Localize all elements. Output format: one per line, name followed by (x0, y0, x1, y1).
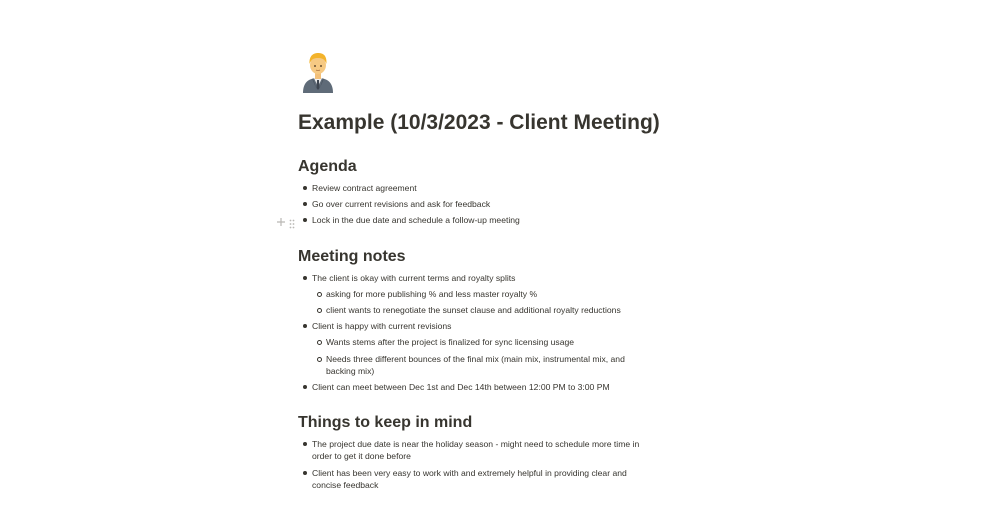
meeting-notes-heading[interactable]: Meeting notes (298, 248, 406, 265)
list-item[interactable]: Client is happy with current revisions (312, 320, 657, 332)
person-in-suit-icon[interactable] (298, 50, 338, 94)
list-item[interactable]: Client can meet between Dec 1st and Dec 14th between 12:00 PM to 3:00 PM (312, 381, 657, 393)
list-item[interactable]: The client is okay with current terms and royalty splits (312, 272, 657, 284)
list-item[interactable]: Go over current revisions and ask for feedback (312, 198, 657, 210)
page-title[interactable]: Example (10/3/2023 - Client Meeting) (298, 111, 660, 134)
sub-list-item[interactable]: client wants to renegotiate the sunset clause and additional royalty reductions (326, 304, 656, 316)
things-to-keep-in-mind-heading[interactable]: Things to keep in mind (298, 414, 473, 431)
drag-handle-icon[interactable] (289, 216, 295, 226)
list-item[interactable]: Review contract agreement (312, 182, 657, 194)
agenda-heading[interactable]: Agenda (298, 158, 357, 175)
sub-list-item[interactable]: asking for more publishing % and less master royalty % (326, 288, 656, 300)
list-item[interactable]: Client has been very easy to work with and extremely helpful in providing clear and concise feedback (312, 467, 657, 491)
list-item[interactable]: Lock in the due date and schedule a follow-up meeting (312, 214, 657, 226)
sub-list-item[interactable]: Wants stems after the project is finalized for sync licensing usage (326, 336, 656, 348)
sub-list-item[interactable]: Needs three different bounces of the final mix (main mix, instrumental mix, and backing mix) (326, 353, 656, 377)
list-item[interactable]: The project due date is near the holiday season - might need to schedule more time in order to get it done before (312, 438, 657, 462)
